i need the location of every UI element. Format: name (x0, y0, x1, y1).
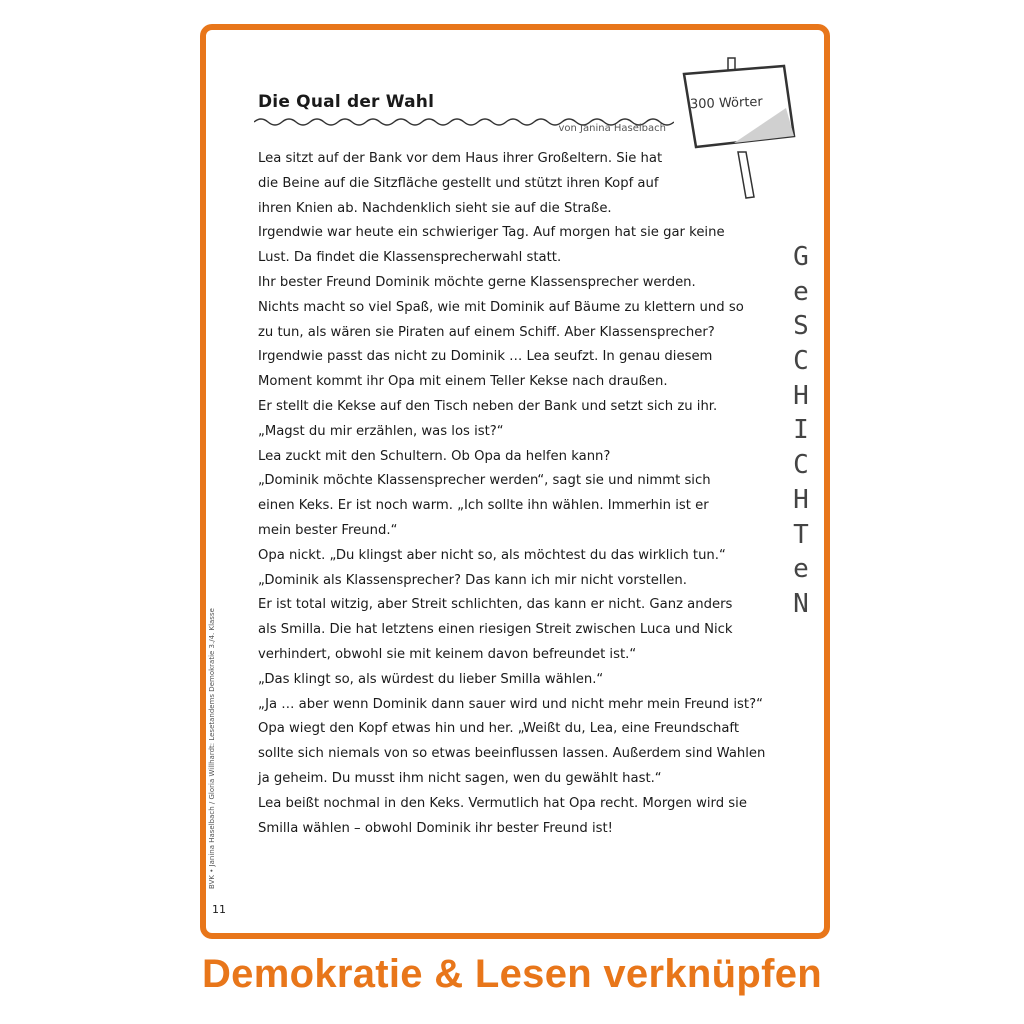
story-line: als Smilla. Die hat letztens einen riesigen Streit zwischen Luca und Nick (258, 622, 733, 638)
story-title: Die Qual der Wahl (258, 92, 435, 112)
story-line: die Beine auf die Sitzfläche gestellt und stützt ihren Kopf auf (258, 175, 659, 191)
vertical-letter: e (793, 276, 809, 307)
story-line: „Ja … aber wenn Dominik dann sauer wird und nicht mehr mein Freund ist?“ (258, 696, 763, 712)
story-line: zu tun, als wären sie Piraten auf einem Schiff. Aber Klassensprecher? (258, 324, 715, 340)
story-line: Lea sitzt auf der Bank vor dem Haus ihrer Großeltern. Sie hat (258, 151, 663, 166)
story-line: einen Keks. Er ist noch warm. „Ich sollte ihn wählen. Immerhin ist er (258, 498, 709, 514)
promo-caption: Demokratie & Lesen verknüpfen (201, 952, 822, 996)
story-line: Nichts macht so viel Spaß, wie mit Dominik auf Bäume zu klettern und so (258, 299, 744, 315)
vertical-letter: G (793, 242, 809, 272)
story-line: verhindert, obwohl sie mit keinem davon befreundet ist.“ (258, 646, 637, 662)
story-line: Moment kommt ihr Opa mit einem Teller Kekse nach draußen. (258, 374, 668, 390)
vertical-letter: e (793, 554, 809, 585)
story-line: ihren Knien ab. Nachdenklich sieht sie auf die Straße. (258, 200, 612, 216)
vertical-letter: C (793, 450, 809, 481)
story-line: Er ist total witzig, aber Streit schlichten, das kann er nicht. Ganz anders (258, 597, 733, 613)
vertical-word-geschichten (786, 240, 816, 622)
page-number: 11 (212, 903, 226, 916)
story-line: „Dominik möchte Klassensprecher werden“, sagt sie und nimmt sich (258, 473, 711, 489)
side-credit: BVK • Janina Haselbach / Gloria Willhardt: Lesetandems Demokratie 3./4. Klasse (208, 608, 216, 889)
story-line: Lea zuckt mit den Schultern. Ob Opa da helfen kann? (258, 448, 611, 464)
story-line: „Das klingt so, als würdest du lieber Smilla wählen.“ (258, 671, 604, 687)
story-line: Irgendwie passt das nicht zu Dominik … Lea seufzt. In genau diesem (258, 349, 713, 365)
story-line: „Dominik als Klassensprecher? Das kann ich mir nicht vorstellen. (258, 572, 687, 588)
story-line: Opa nickt. „Du klingst aber nicht so, als möchtest du das wirklich tun.“ (258, 547, 726, 563)
vertical-letter: H (793, 380, 809, 411)
story-line: Irgendwie war heute ein schwieriger Tag. Auf morgen hat sie gar keine (258, 225, 725, 241)
story-line: mein bester Freund.“ (258, 522, 398, 538)
vertical-letter: I (793, 415, 809, 446)
story-author: von Janina Haselbach (558, 123, 666, 134)
vertical-letter: N (793, 588, 809, 619)
story-line: „Magst du mir erzählen, was los ist?“ (258, 423, 504, 439)
vertical-letter: T (793, 519, 809, 550)
story-line: Lea beißt nochmal in den Keks. Vermutlich hat Opa recht. Morgen wird sie (258, 795, 747, 811)
story-line: ja geheim. Du musst ihm nicht sagen, wen du gewählt hast.“ (258, 770, 662, 786)
worksheet-page (200, 24, 830, 939)
story-line: Opa wiegt den Kopf etwas hin und her. „Weißt du, Lea, eine Freundschaft (258, 721, 740, 737)
word-count-label: 300 Wörter (689, 94, 764, 113)
story-line: Er stellt die Kekse auf den Tisch neben der Bank und setzt sich zu ihr. (258, 398, 718, 414)
story-line: Smilla wählen – obwohl Dominik ihr bester Freund ist! (258, 820, 613, 836)
story-text (258, 147, 798, 841)
story-line: Lust. Da findet die Klassensprecherwahl statt. (258, 250, 562, 266)
vertical-letter: C (793, 346, 809, 377)
story-line: sollte sich niemals von so etwas beeinflussen lassen. Außerdem sind Wahlen (258, 746, 766, 762)
vertical-letter: H (793, 484, 809, 515)
story-line: Ihr bester Freund Dominik möchte gerne Klassensprecher werden. (258, 274, 696, 290)
vertical-letter: S (793, 311, 809, 342)
